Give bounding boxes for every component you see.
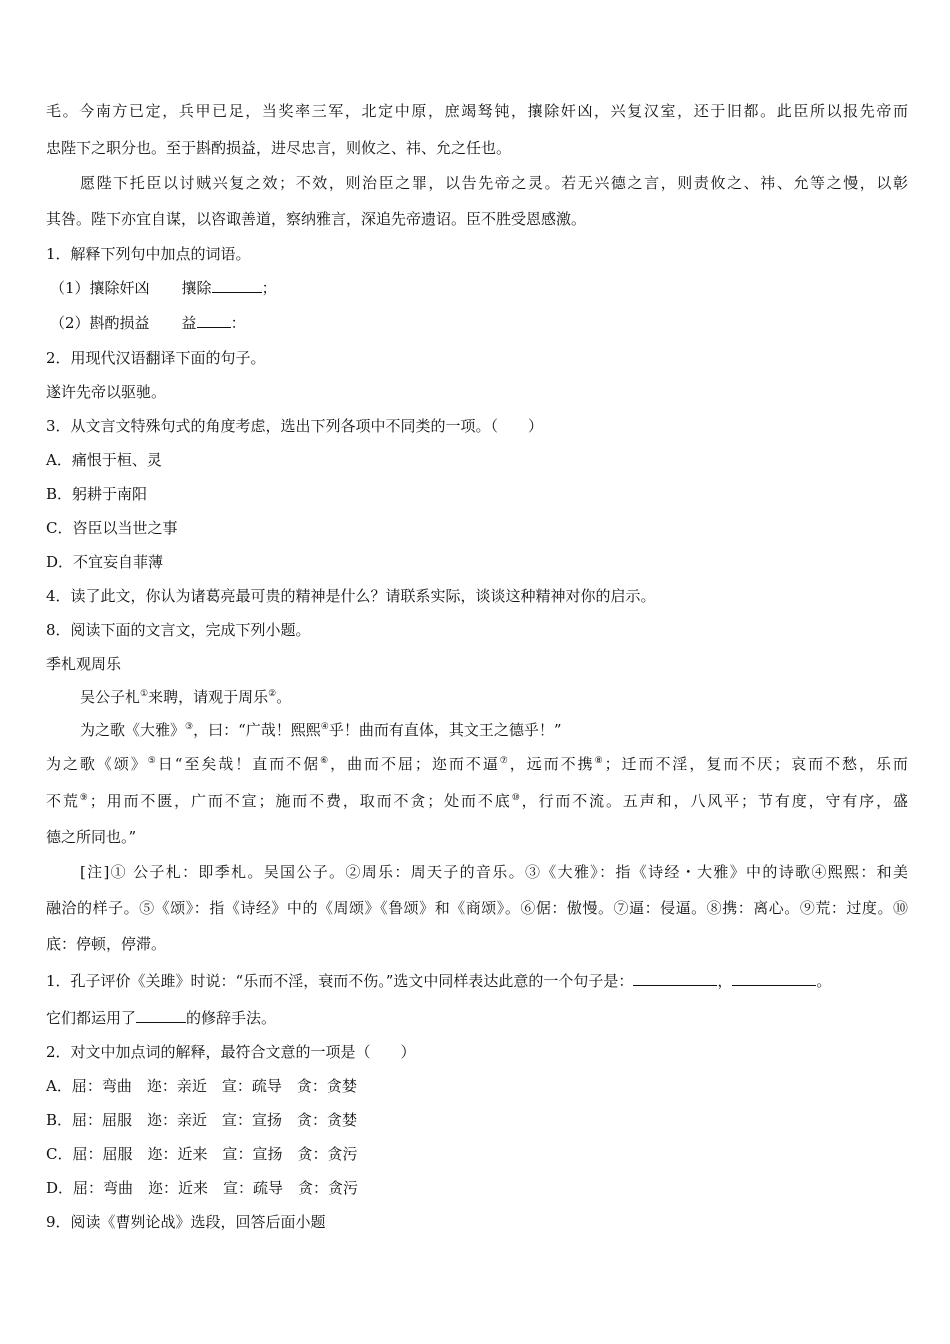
footnote-ref: ① — [140, 689, 149, 699]
question-1-item-2 — [50, 313, 912, 333]
text: 。 — [276, 688, 292, 706]
question-3-option-b: B．躬耕于南阳 — [46, 485, 148, 503]
footnote-ref: ④ — [320, 722, 329, 732]
footnote-ref: ⑩ — [511, 793, 522, 803]
passage-line — [46, 791, 908, 811]
question-4-stem: 4．读了此文，你认为诸葛亮最可贵的精神是什么？请联系实际，谈谈这种精神对你的启示。 — [46, 587, 656, 605]
answer-blank[interactable] — [136, 1008, 186, 1023]
punctuation: ： — [230, 314, 246, 332]
section-9-heading: 9．阅读《曹刿论战》选段，回答后面小题 — [46, 1213, 326, 1231]
text: 来聘，请观于周乐 — [148, 688, 269, 706]
answer-blank[interactable] — [633, 971, 717, 986]
annotation-line: 融洽的样子。⑤《颂》：指《诗经》中的《周颂》《鲁颂》和《商颂》。⑥倨：傲慢。⑦逼：侵逼。⑧携：离心。⑨荒：过度。⑩ — [46, 899, 908, 917]
punctuation: ； — [261, 279, 277, 297]
item-word: 攘除 — [181, 279, 212, 297]
answer-blank[interactable] — [212, 278, 262, 293]
footnote-ref: ② — [268, 689, 277, 699]
text: ，行而不流。五声和，八风平；节有度，守有序，盛 — [521, 792, 908, 810]
text: 吴公子札 — [80, 688, 141, 706]
footnote-ref: ⑥ — [320, 756, 331, 766]
question-text: 的修辞手法。 — [186, 1009, 277, 1027]
footnote-ref: ③ — [185, 722, 194, 732]
passage-line — [46, 754, 908, 774]
text: 乎！曲而有直体，其文王之德乎！” — [328, 721, 562, 739]
s8-question-2-option-b: B．屈：屈服 迩：亲近 宣：宣扬 贪：贪婪 — [46, 1111, 358, 1129]
s8-question-2-option-c: C．屈：屈服 迩：近来 宣：宣扬 贪：贪污 — [46, 1145, 358, 1163]
text: 日“至矣哉！直而不倨 — [157, 755, 321, 773]
s8-question-2-stem: 2．对文中加点词的解释，最符合文意的一项是（ ） — [46, 1043, 416, 1061]
question-3-stem: 3．从文言文特殊句式的角度考虑，选出下列各项中不同类的一项。（ ） — [46, 417, 544, 435]
question-3-option-d: D．不宜妄自菲薄 — [46, 553, 164, 571]
annotation-line: [注]① 公子札：即季札。吴国公子。②周乐：周天子的音乐。③《大雅》：指《诗经・大雅》中的诗歌④熙熙：和美 — [80, 863, 908, 881]
s8-question-2-option-d: D．屈：弯曲 迩：近来 宣：疏导 贪：贪污 — [46, 1179, 359, 1197]
footnote-ref: ⑦ — [499, 756, 510, 766]
answer-blank[interactable] — [732, 971, 816, 986]
passage-paragraph — [80, 687, 908, 707]
annotation-line: 底：停顿，停滞。 — [46, 935, 167, 953]
item-phrase: （2）斟酌损益 — [50, 314, 150, 332]
punctuation: 。 — [816, 972, 832, 990]
passage-paragraph — [80, 720, 908, 740]
passage-line: 愿陛下托臣以讨贼兴复之效；不效，则治臣之罪，以告先帝之灵。若无兴德之言，则责攸之、祎、允等之慢，以彰 — [80, 174, 908, 192]
passage-line: 德之所同也。” — [46, 828, 137, 846]
passage-line: 其咎。陛下亦宜自谋，以咨诹善道，察纳雅言，深追先帝遗诏。臣不胜受恩感激。 — [46, 210, 587, 228]
section-8-heading: 8．阅读下面的文言文，完成下列小题。 — [46, 621, 311, 639]
item-word: 益 — [181, 314, 197, 332]
s8-question-2-option-a: A．屈：弯曲 迩：亲近 宣：疏导 贪：贪婪 — [46, 1077, 357, 1095]
text: 为之歌《颂》 — [46, 755, 148, 773]
text: 为之歌《大雅》 — [80, 721, 186, 739]
question-text: 1．孔子评价《关雎》时说：“乐而不淫，衰而不伤。”选文中同样表达此意的一个句子是： — [46, 972, 634, 990]
text: 不荒 — [46, 792, 80, 810]
passage-line: 忠陛下之职分也。至于斟酌损益，进尽忠言，则攸之、祎、允之任也。 — [46, 139, 512, 157]
question-1-item-1 — [50, 278, 912, 298]
question-1-stem: 1．解释下列句中加点的词语。 — [46, 245, 251, 263]
s8-question-1-line-2 — [46, 1008, 908, 1028]
text: ；迁而不淫，复而不厌；哀而不愁，乐而 — [604, 755, 908, 773]
text: ，曰：“广哉！熙熙 — [193, 721, 321, 739]
passage-title: 季札观周乐 — [46, 655, 122, 673]
text: ，远而不携 — [509, 755, 595, 773]
question-text: 它们都运用了 — [46, 1009, 137, 1027]
text: ，曲而不屈；迩而不逼 — [330, 755, 500, 773]
question-3-option-c: C．咨臣以当世之事 — [46, 519, 178, 537]
question-2-sentence: 遂许先帝以驱驰。 — [46, 383, 167, 401]
question-2-stem: 2．用现代汉语翻译下面的句子。 — [46, 349, 266, 367]
text: ；用而不匮，广而不宣；施而不费，取而不贪；处而不底 — [89, 792, 512, 810]
item-phrase: （1）攘除奸凶 — [50, 279, 150, 297]
passage-line: 毛。今南方已定，兵甲已足，当奖率三军，北定中原，庶竭驽钝，攘除奸凶，兴复汉室，还于旧都。此臣所以报先帝而 — [46, 102, 908, 120]
question-3-option-a: A．痛恨于桓、灵 — [46, 451, 162, 469]
s8-question-1-line-1 — [46, 971, 908, 991]
answer-blank[interactable] — [197, 313, 231, 328]
footnote-ref: ⑤ — [147, 756, 158, 766]
punctuation: ， — [717, 972, 733, 990]
footnote-ref: ⑨ — [79, 793, 90, 803]
footnote-ref: ⑧ — [594, 756, 605, 766]
